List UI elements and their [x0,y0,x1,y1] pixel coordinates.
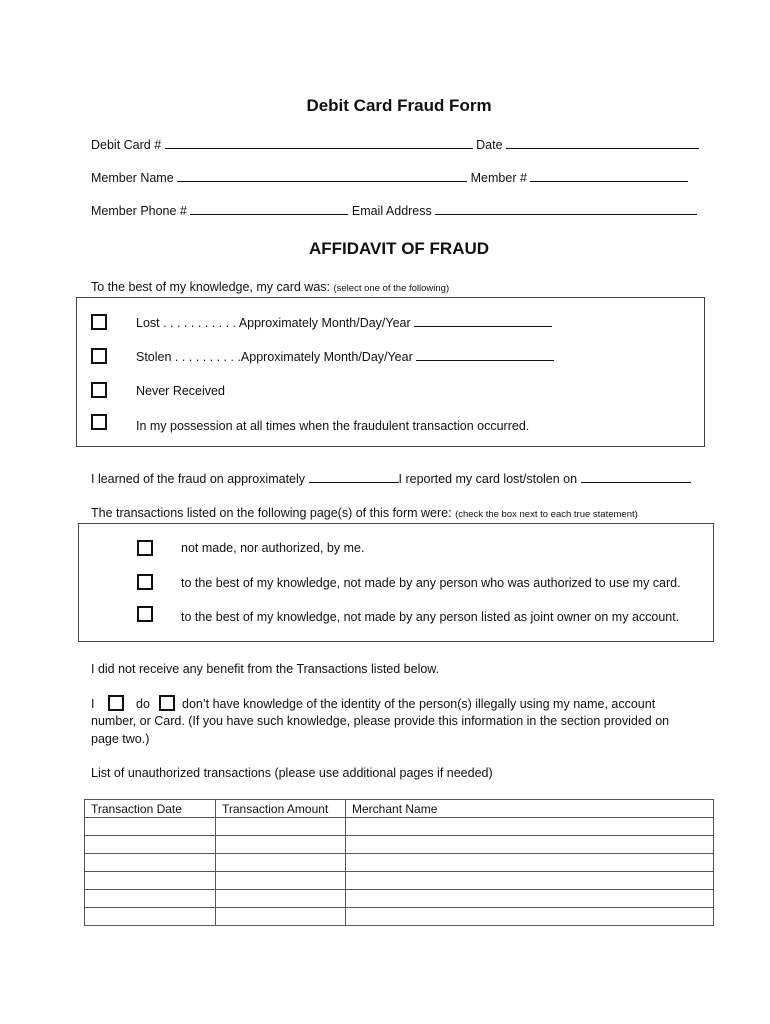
table-cell[interactable] [85,872,216,890]
table-row [85,836,714,854]
table-row [85,908,714,926]
member-number-label: Member # [470,171,527,185]
in-possession-checkbox[interactable] [91,414,107,430]
transaction-date-header: Transaction Date [85,800,216,818]
table-cell[interactable] [85,836,216,854]
knowledge-line-2: number, or Card. (If you have such knowledge, please provide this information in the section provided on [91,714,670,728]
debit-card-label: Debit Card # [91,138,162,152]
member-phone-label: Member Phone # [91,204,187,218]
email-address-field[interactable] [435,203,697,215]
learned-date-field[interactable] [309,471,399,483]
lost-option-label: Lost . . . . . . . . . . . Approximately Month/Day/Year [136,316,411,330]
stolen-option-label: Stolen . . . . . . . . . .Approximately Month/Day/Year [136,350,413,364]
stolen-option [136,349,554,364]
learned-reported-row [91,471,691,486]
do-checkbox[interactable] [108,695,124,711]
transactions-note: (check the box next to each true statement) [455,509,638,520]
stolen-date-field[interactable] [416,349,554,361]
card-status-intro-text: To the best of my knowledge, my card was: [91,280,330,294]
table-cell[interactable] [85,818,216,836]
table-row [85,818,714,836]
transactions-intro [91,506,638,520]
member-number-field[interactable] [530,170,688,182]
table-cell[interactable] [346,818,714,836]
page-title: Debit Card Fraud Form [306,96,492,115]
table-header-row [85,800,714,818]
table-row [85,854,714,872]
date-field[interactable] [506,137,699,149]
card-status-intro [91,280,449,294]
knowledge-line-1: don’t have knowledge of the identity of the person(s) illegally using my name, account [182,697,656,711]
table-cell[interactable] [346,836,714,854]
member-name-label: Member Name [91,171,174,185]
not-made-label: not made, nor authorized, by me. [181,541,365,555]
benefit-statement: I did not receive any benefit from the Transactions listed below. [91,662,440,676]
lost-checkbox[interactable] [91,314,107,330]
table-cell[interactable] [216,836,346,854]
stolen-checkbox[interactable] [91,348,107,364]
debit-card-field[interactable] [165,137,473,149]
table-row [85,872,714,890]
table-cell[interactable] [346,872,714,890]
member-name-row [91,170,688,185]
email-address-label: Email Address [351,204,432,218]
dont-checkbox[interactable] [159,695,175,711]
member-phone-row [91,203,697,218]
table-cell[interactable] [216,872,346,890]
affidavit-title: AFFIDAVIT OF FRAUD [308,239,490,258]
table-cell[interactable] [216,908,346,926]
table-cell[interactable] [346,890,714,908]
knowledge-line-3: page two.) [91,732,150,746]
knowledge-do: do [136,697,150,711]
debit-card-row [91,137,699,152]
table-row [85,890,714,908]
in-possession-label: In my possession at all times when the fraudulent transaction occurred. [136,419,530,433]
not-joint-owner-label: to the best of my knowledge, not made by any person listed as joint owner on my account. [181,610,680,624]
table-cell[interactable] [346,908,714,926]
reported-date-field[interactable] [581,471,691,483]
date-label: Date [476,138,503,152]
not-joint-owner-checkbox[interactable] [137,606,153,622]
member-phone-field[interactable] [190,203,348,215]
not-authorized-person-checkbox[interactable] [137,574,153,590]
not-authorized-person-label: to the best of my knowledge, not made by any person who was authorized to use my card. [181,576,681,590]
table-cell[interactable] [85,854,216,872]
lost-option [136,315,552,330]
transaction-amount-header: Transaction Amount [216,800,346,818]
lost-date-field[interactable] [414,315,552,327]
never-received-checkbox[interactable] [91,382,107,398]
knowledge-i: I [91,697,95,711]
never-received-label: Never Received [136,384,225,398]
table-cell[interactable] [85,890,216,908]
member-name-field[interactable] [177,170,467,182]
list-intro: List of unauthorized transactions (please use additional pages if needed) [91,766,493,780]
transactions-intro-text: The transactions listed on the following page(s) of this form were: [91,506,452,520]
table-cell[interactable] [216,818,346,836]
learned-label: I learned of the fraud on approximately [91,472,306,486]
table-cell[interactable] [216,890,346,908]
table-cell[interactable] [346,854,714,872]
table-cell[interactable] [216,854,346,872]
table-cell[interactable] [85,908,216,926]
card-status-note: (select one of the following) [333,283,450,294]
not-made-checkbox[interactable] [137,540,153,556]
reported-label: I reported my card lost/stolen on [398,472,578,486]
merchant-name-header: Merchant Name [346,800,714,818]
transactions-table [84,799,714,926]
